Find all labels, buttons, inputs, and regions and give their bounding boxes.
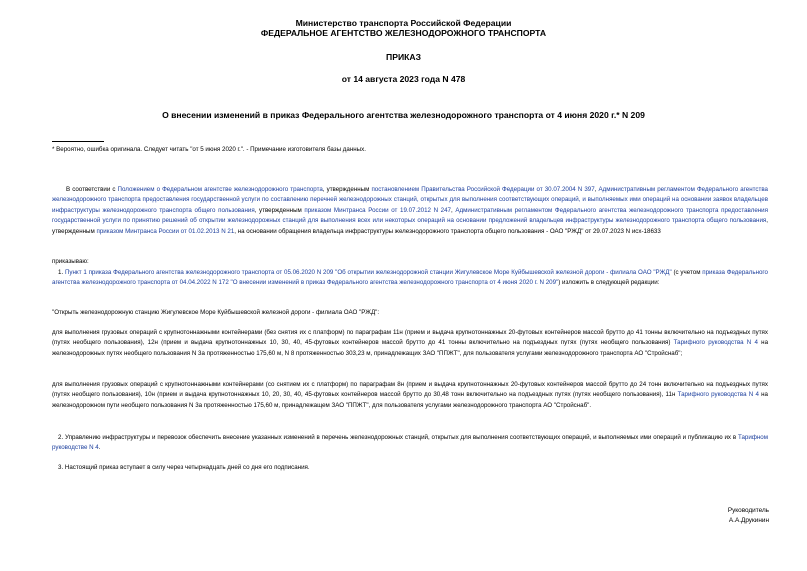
paragraph-a-text-1: для выполнения грузовых операций с крупнотоннажными контейнерами (без снятия их с платформ) по параграфам 11н (прием и выдача крупнотоннажных 20-футовых контейнеров массой брутто до 41 тонны включительно на подъездных путях (путях необщего пользования), 12н (прием и выдача крупнотоннажных 10, 30, 40, 45-футовых контейнеров массой брутто до 41 тонны включительно на подъездных путях (путях необщего пользования) [52, 329, 768, 347]
signature-name: А.А.Друкинин [728, 517, 769, 524]
document-title: О внесении изменений в приказ Федерального агентства железнодорожного транспорта от 4 июня 2020 г.* N 209 [162, 110, 645, 120]
item-2-text-1: 2. Управлению инфраструктуры и перевозок обеспечить внесение указанных изменений в перечень железнодорожных станций, открытых для выполнения соответствующих операций, и выполняемых ими операций и публикацию их в [58, 434, 738, 441]
preamble-text-7: , на основании обращения владельца инфраструктуры железнодорожного транспорта общего пользования - ОАО "РЖД" от 29.07.2023 N исх-18633 [234, 227, 661, 235]
item-3-paragraph: 3. Настоящий приказ вступает в силу через четырнадцать дней со дня его подписания. [58, 464, 310, 471]
link-tariff-guide-4-a[interactable]: Тарифного руководства N 4 [673, 339, 758, 347]
signature-position: Руководитель [727, 507, 769, 514]
footnote: * Вероятно, ошибка оригинала. Следует читать "от 5 июня 2020 г.". - Примечание изготовителя базы данных. [52, 146, 366, 153]
item-1-paragraph [52, 268, 768, 289]
preamble-text-5: , [451, 206, 456, 214]
ministry-name: Министерство транспорта Российской Федерации [295, 18, 512, 28]
item-2-paragraph [52, 433, 768, 454]
paragraph-a [52, 328, 768, 359]
paragraph-b-text-2: на железнодорожном пути необщего пользования N 3а протяженностью 175,60 м, принадлежащем ЗАО "ППЖТ", для пользователя услугами железнодорожного транспорта АО "Стройснаб". [52, 391, 768, 409]
quote-intro: "Открыть железнодорожную станцию Жигулевское Море Куйбышевской железной дороги - филиала ОАО "РЖД": [52, 309, 380, 316]
link-government-resolution[interactable]: постановлением Правительства Российской Федерации от 30.07.2004 N 397 [371, 186, 595, 193]
link-order-209-point-1[interactable]: Пункт 1 приказа Федерального агентства железнодорожного транспорта от 05.06.2020 N 209 "Об открытии железнодорожной станции Жигулевское Море Куйбышевской железной дороги - филиала ОАО "РЖД" [64, 269, 672, 276]
item-1-number: 1. [58, 269, 65, 276]
footnote-divider [52, 141, 104, 142]
link-admin-regulation-1[interactable]: Административным регламентом Федерального агентства железнодорожного транспорта предоставления государственной услуги по составлению перечней железнодорожных станций, открытых для выполнения соответствующих операций, и выполняемых ими операций на основании заявок владельцев инфраструктуры железнодорожного транспорта общего пользования [52, 186, 768, 214]
paragraph-a-text-2: на железнодорожных путях необщего пользования N 3а протяженностью 175,60 м, N 8 протяженностью 303,23 м, принадлежащих ЗАО "ППЖТ", для пользователя услугами железнодорожного транспорта АО "Стройснаб"; [52, 339, 769, 357]
preamble-text-2: , утвержденным [322, 186, 372, 193]
preamble-text-1: В соответствии с [66, 186, 118, 193]
preamble-text-6: , утвержденным [52, 217, 768, 235]
link-tariff-guide-4-c[interactable]: Тарифном руководстве N 4 [52, 434, 768, 452]
item-1-text-2: (с учетом [671, 269, 703, 276]
document-type: ПРИКАЗ [386, 52, 421, 62]
preamble-paragraph [52, 185, 768, 237]
link-admin-regulation-2[interactable]: Административным регламентом Федерального агентства железнодорожного транспорта предоставления государственной услуги по принятию решений об открытии железнодорожных станций для выполнения всех или некоторых операций на основании предложений владельцев инфраструктуры железнодорожного транспорта общего пользования [52, 206, 768, 225]
link-agency-regulation[interactable]: Положением о Федеральном агентстве железнодорожного транспорта [117, 186, 323, 193]
preamble-text-3: , [594, 186, 599, 193]
paragraph-b-text-1: для выполнения грузовых операций с крупнотоннажными контейнерами (со снятием их с платформ) по параграфам 8н (прием и выдача крупнотоннажных 20-футовых контейнеров массой брутто до 24 тонн включительно на подъездных путях (путях необщего пользования), 10н (прием и выдача крупнотоннажных 10, 20, 30, 40, 45-футовых контейнеров массой брутто до 30,48 тонн включительно на подъездных путях (путях необщего пользования), 11н [52, 381, 768, 399]
item-2-text-2: . [98, 444, 101, 452]
link-tariff-guide-4-b[interactable]: Тарифного руководства N 4 [677, 391, 759, 399]
order-word: приказываю: [52, 258, 89, 265]
paragraph-b [52, 380, 768, 411]
item-1-text-3: ) изложить в следующей редакции: [558, 279, 660, 287]
agency-name: ФЕДЕРАЛЬНОЕ АГЕНТСТВО ЖЕЛЕЗНОДОРОЖНОГО ТРАНСПОРТА [260, 28, 547, 38]
document-date-number: от 14 августа 2023 года N 478 [341, 74, 466, 84]
link-mintrans-order-21[interactable]: приказом Минтранса России от 01.02.2013 N 21 [96, 227, 235, 235]
link-order-172[interactable]: приказа Федерального агентства железнодорожного транспорта от 04.04.2022 N 172 "О внесении изменений в приказ Федерального агентства железнодорожного транспорта от 4 июня 2020 г. N 209" [52, 269, 768, 287]
link-mintrans-order-247[interactable]: приказом Минтранса России от 19.07.2012 N 247 [304, 206, 451, 214]
preamble-text-4: , утвержденным [254, 206, 305, 214]
